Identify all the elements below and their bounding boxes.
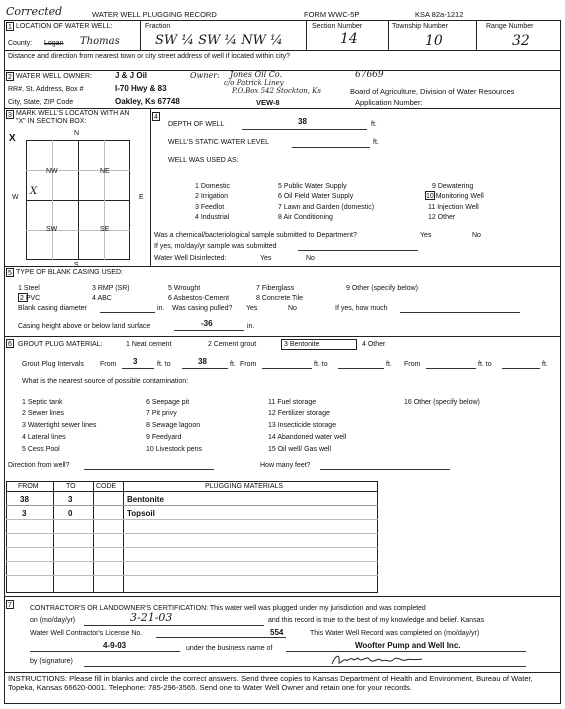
table-row-2-from: 3 xyxy=(22,509,27,518)
sample-date-label: If yes, mo/day/yr sample was submitted xyxy=(154,243,277,250)
section-7-number: 7 xyxy=(6,600,14,609)
contamination-source-1: 1 Septic tank xyxy=(22,399,63,406)
well-use-3: 9 Dewatering xyxy=(432,183,474,190)
disinfected-label: Water Well Disinfected: xyxy=(154,255,227,262)
quadrant-ne: NE xyxy=(100,168,110,175)
application-label: Application Number: xyxy=(355,98,423,107)
contamination-source-2: 6 Seepage pit xyxy=(146,399,190,406)
signature xyxy=(330,652,425,668)
quadrant-sw: SW xyxy=(46,226,58,233)
section-1-number: 1 xyxy=(6,22,14,31)
contamination-source-15: 10 Livestock pens xyxy=(146,446,203,453)
owner-name: J & J Oil xyxy=(115,71,148,80)
direction-label: Direction from well? xyxy=(8,462,70,469)
section-2-number: 2 xyxy=(6,72,14,81)
grout-intervals-label: Grout Plug Intervals xyxy=(22,361,84,368)
casing-type-9: 8 Concrete Tile xyxy=(256,295,304,302)
range-label: Range Number xyxy=(486,23,534,30)
grout-bentonite: 3 Bentonite xyxy=(284,341,320,348)
casing-type-7: 4 ABC xyxy=(92,295,112,302)
casing-type-3: 5 Wrought xyxy=(168,285,201,292)
table-header-from: FROM xyxy=(18,483,39,490)
business-label: under the business name of xyxy=(186,645,273,652)
county-handwritten: Thomas xyxy=(80,36,120,47)
license-number: 554 xyxy=(270,628,284,637)
location-label: LOCATION OF WATER WELL: xyxy=(16,23,113,30)
fraction-label: Fraction xyxy=(145,23,171,30)
record-completed-date: 4-9-03 xyxy=(103,641,127,650)
casing-type-6: 2 PVC xyxy=(20,295,41,302)
casing-height-value: -36 xyxy=(201,319,213,328)
contamination-source-6: 7 Pit privy xyxy=(146,410,177,417)
well-use-6: 10 Monitoring Well xyxy=(426,193,484,200)
table-header-to: TO xyxy=(66,483,76,490)
casing-pulled-label: Was casing pulled? xyxy=(172,305,233,312)
owner-address: I-70 Hwy & 83 xyxy=(115,84,167,93)
casing-diameter-label: Blank casing diameter xyxy=(18,305,87,312)
owner-hw-address: P.O.Box 542 Stockton, Ks xyxy=(232,87,321,95)
owner-hw-careof: c/o Patrick Liney xyxy=(224,79,284,87)
monitoring-well-circle xyxy=(425,191,435,200)
business-name: Woofter Pump and Well Inc. xyxy=(355,641,461,650)
table-row-1-from: 38 xyxy=(20,495,29,504)
pvc-circle xyxy=(18,293,28,302)
owner-hw-label: Owner: xyxy=(190,71,220,80)
contamination-source-13: 14 Abandoned water well xyxy=(268,434,347,441)
table-row-2-material: Topsoil xyxy=(127,509,155,518)
well-use-11: 8 Air Conditioning xyxy=(278,214,333,221)
well-use-7: 3 Feedlot xyxy=(195,204,225,211)
well-use-8: 7 Lawn and Garden (domestic) xyxy=(278,204,375,211)
section-4-number: 4 xyxy=(152,112,160,121)
section-number-label: Section Number xyxy=(312,23,363,30)
how-many-feet-label: How many feet? xyxy=(260,462,311,469)
plugging-record-page: Corrected WATER WELL PLUGGING RECORD FORM WWC-5P KSA 82a-1212 1 LOCATION OF WATER WELL: Fraction Section Number Township Number Range Number County: Logan Thomas SW ¼ SW ¼ NW ¼ 14 10 32 Distance and direction from nearest town or city street address of well if located within city? 2 WATER WELL OWNER: J & J Oil Owner: Jones Oil Co. c/o Patrick Liney P.O.Box 542 Stockton, Ks 67669 RR#, St. Address, Box # I-70 Hwy & 83 City, State, ZIP Code Oakley, Ks 67748 VEW-8 Board of Agriculture, Division of Water Resources Application Number: 3 MARK WELL'S LOCATON WITH AN "X" IN SECTION BOX: X N W E NW NE SW SE X 4 DEPTH OF WELL 38 ft. WELL'S STATIC WATER LEVEL ft. WELL WAS USED AS: 1 Domestic 5 Public Water Supply 9 Dewatering 2 Irrigation 6 Oil Field Water Supply 10 Monitoring Well 3 Feedlot 7 Lawn and Garden (domestic) 11 Injection Well 4 Industrial 8 Air Conditioning 12 Other Was a chemical/bacteriological sample submitted to Department? Yes No If yes, mo/day/yr sample was submitted Water Well Disinfected: Yes No 5 TYPE OF BLANK CASING USED: 1 Steel 3 RMP (SR) 5 Wrought 7 Fiberglass 9 Other (specify below) 2 PVC 4 ABC 6 Asbestos-Cement 8 Concrete Tile Blank casing diameter in. Was casing pulled? Yes No If yes, how much Casing height above or below land surface -36 in. 6 GROUT PLUG MATERIAL: 1 Neat cement 2 Cement grout 3 Bentonite 4 Other Grout Plug Intervals From 3 ft. to 38 ft. From ft. to ft. From ft. to ft. What is the nearest source of possible contamination: 1 Septic tank 6 Seepage pit 11 Fuel storage 16 Other (specify below) 2 Sewer lines 7 Pit privy 12 Fertilizer storage 3 Watertight sewer lines 8 Sewage lagoon 13 Insecticide storage 4 Lateral lines 9 Feedyard 14 Abandoned water well 5 Cess Pool 10 Livestock pens 15 Oil well/ Gas well Direction from well? How many feet? FROM TO CODE PLUGGING MATERIALS 38 3 Bentonite 3 0 Topsoil 7 CONTRACTOR'S OR LANDOWNER'S CERTIFICATION: This water well was plugged under my jurisdiction and was completed on (mo/day/yr) 3-21-03 and this record is true to the best of my knowledge and belief. Kansas Water Well Contractor's License No. 554 This Water Well Record was completed on (mo/day/yr) 4-9-03 under the business name of Woofter Pump and Well Inc. by (signature) INSTRUCTIONS: Please fill in blanks and circle the correct answers. Send three copies to Kansas Department of Health and Environment, Bureau of Water, Topeka, Kansas 66620-0001. Telephone: 785-296-3565. Send one to Water Well Owner and retain one for your records. xyxy=(0,0,565,709)
city-label: City, State, ZIP Code xyxy=(8,99,74,106)
used-as-label: WELL WAS USED AS: xyxy=(168,157,239,164)
contamination-source-3: 11 Fuel storage xyxy=(268,399,317,406)
table-header-materials: PLUGGING MATERIALS xyxy=(205,483,284,490)
mark-location-label: MARK WELL'S LOCATON WITH AN xyxy=(16,110,130,117)
section-5-number: 5 xyxy=(6,268,14,277)
distance-label: Distance and direction from nearest town or city street address of well if located within city? xyxy=(8,53,291,60)
contamination-source-14: 5 Cess Pool xyxy=(22,446,60,453)
signature-label: by (signature) xyxy=(30,658,73,665)
table-row-1-to: 3 xyxy=(68,495,73,504)
contamination-source-12: 9 Feedyard xyxy=(146,434,182,441)
compass-w: W xyxy=(12,194,19,201)
interval-to-value: 38 xyxy=(198,357,207,366)
owner-label: WATER WELL OWNER: xyxy=(16,73,92,80)
form-title: WATER WELL PLUGGING RECORD xyxy=(92,10,217,19)
township-value: 10 xyxy=(425,33,443,49)
grout-neat-cement: 1 Neat cement xyxy=(126,341,172,348)
well-use-5: 6 Oil Field Water Supply xyxy=(278,193,354,200)
grout-material-label: GROUT PLUG MATERIAL: xyxy=(18,341,103,348)
well-use-9: 11 Injection Well xyxy=(428,204,479,211)
contamination-source-8: 3 Watertight sewer lines xyxy=(22,422,97,429)
grout-cement-grout: 2 Cement grout xyxy=(208,341,257,348)
corrected-stamp: Corrected xyxy=(6,5,63,18)
well-location-mark: X xyxy=(30,186,38,197)
owner-hw-name: Jones Oil Co. xyxy=(230,70,283,79)
depth-label: DEPTH OF WELL xyxy=(168,121,225,128)
range-value: 32 xyxy=(512,33,530,49)
chem-sample-label: Was a chemical/bacteriological sample submitted to Department? xyxy=(154,232,357,239)
contamination-source-10: 13 Insecticide storage xyxy=(268,422,337,429)
well-use-10: 4 Industrial xyxy=(195,214,230,221)
completed-on-label: on (mo/day/yr) xyxy=(30,617,76,624)
casing-height-label: Casing height above or below land surface xyxy=(18,323,151,330)
ksa-reference: KSA 82a-1212 xyxy=(415,10,464,19)
quadrant-nw: NW xyxy=(46,168,58,175)
compass-n: N xyxy=(74,130,80,137)
well-use-4: 2 Irrigation xyxy=(195,193,229,200)
township-label: Township Number xyxy=(392,23,449,30)
contamination-source-7: 12 Fertilizer storage xyxy=(268,410,330,417)
plugging-table xyxy=(6,481,378,593)
static-level-label: WELL'S STATIC WATER LEVEL xyxy=(168,139,270,146)
board-label: Board of Agriculture, Division of Water Resources xyxy=(350,87,515,96)
owner-city: Oakley, Ks 67748 xyxy=(115,97,180,106)
well-use-2: 5 Public Water Supply xyxy=(278,183,347,190)
casing-type-8: 6 Asbestos-Cement xyxy=(168,295,230,302)
mark-location-label-2: "X" IN SECTION BOX: xyxy=(16,118,87,125)
vew-code: VEW-8 xyxy=(256,98,280,107)
fraction-value: SW ¼ SW ¼ NW ¼ xyxy=(155,33,283,48)
depth-value: 38 xyxy=(298,117,307,126)
contamination-source-4: 16 Other (specify below) xyxy=(404,399,480,406)
x-marker-label: X xyxy=(9,133,16,144)
casing-type-5: 9 Other (specify below) xyxy=(346,285,418,292)
well-use-12: 12 Other xyxy=(428,214,456,221)
license-label: Water Well Contractor's License No. xyxy=(30,630,143,637)
grout-other: 4 Other xyxy=(362,341,386,348)
record-completed-label: This Water Well Record was completed on (mo/day/yr) xyxy=(310,630,480,637)
table-row-2-to: 0 xyxy=(68,509,73,518)
compass-e: E xyxy=(139,194,144,201)
section-value: 14 xyxy=(340,31,358,47)
section-3-number: 3 xyxy=(6,110,14,119)
contamination-source-16: 15 Oil well/ Gas well xyxy=(268,446,332,453)
casing-type-4: 7 Fiberglass xyxy=(256,285,295,292)
interval-from-value: 3 xyxy=(133,357,138,366)
contamination-source-5: 2 Sewer lines xyxy=(22,410,65,417)
county-struck: Logan xyxy=(44,40,64,47)
casing-type-2: 3 RMP (SR) xyxy=(92,285,130,292)
quadrant-se: SE xyxy=(100,226,110,233)
instructions: INSTRUCTIONS: Please fill in blanks and circle the correct answers. Send three copies to Kansas Department of Health and Environment, Bureau of Water, Topeka, Kansas 66620-0001. Telephone: 785-296-3565. Send one to Water Well Owner and retain one for your records. xyxy=(8,674,533,692)
table-header-code: CODE xyxy=(96,483,117,490)
table-row-1-material: Bentonite xyxy=(127,495,164,504)
true-statement: and this record is true to the best of my knowledge and belief. Kansas xyxy=(268,617,484,624)
contamination-source-11: 4 Lateral lines xyxy=(22,434,66,441)
address-label: RR#, St. Address, Box # xyxy=(8,86,84,93)
contamination-source-9: 8 Sewage lagoon xyxy=(146,422,201,429)
how-much-label: If yes, how much xyxy=(335,305,388,312)
section-6-number: 6 xyxy=(6,339,14,348)
casing-type-label: TYPE OF BLANK CASING USED: xyxy=(16,269,123,276)
owner-hw-zip: 67669 xyxy=(355,70,384,80)
form-number: FORM WWC-5P xyxy=(304,10,360,19)
completion-date: 3-21-03 xyxy=(130,611,173,624)
contamination-label: What is the nearest source of possible contamination: xyxy=(22,378,189,385)
well-use-1: 1 Domestic xyxy=(195,183,231,190)
certification-text: CONTRACTOR'S OR LANDOWNER'S CERTIFICATION: This water well was plugged under my jurisdiction and was completed xyxy=(30,605,426,612)
county-label: County: xyxy=(8,40,33,47)
casing-type-1: 1 Steel xyxy=(18,285,40,292)
